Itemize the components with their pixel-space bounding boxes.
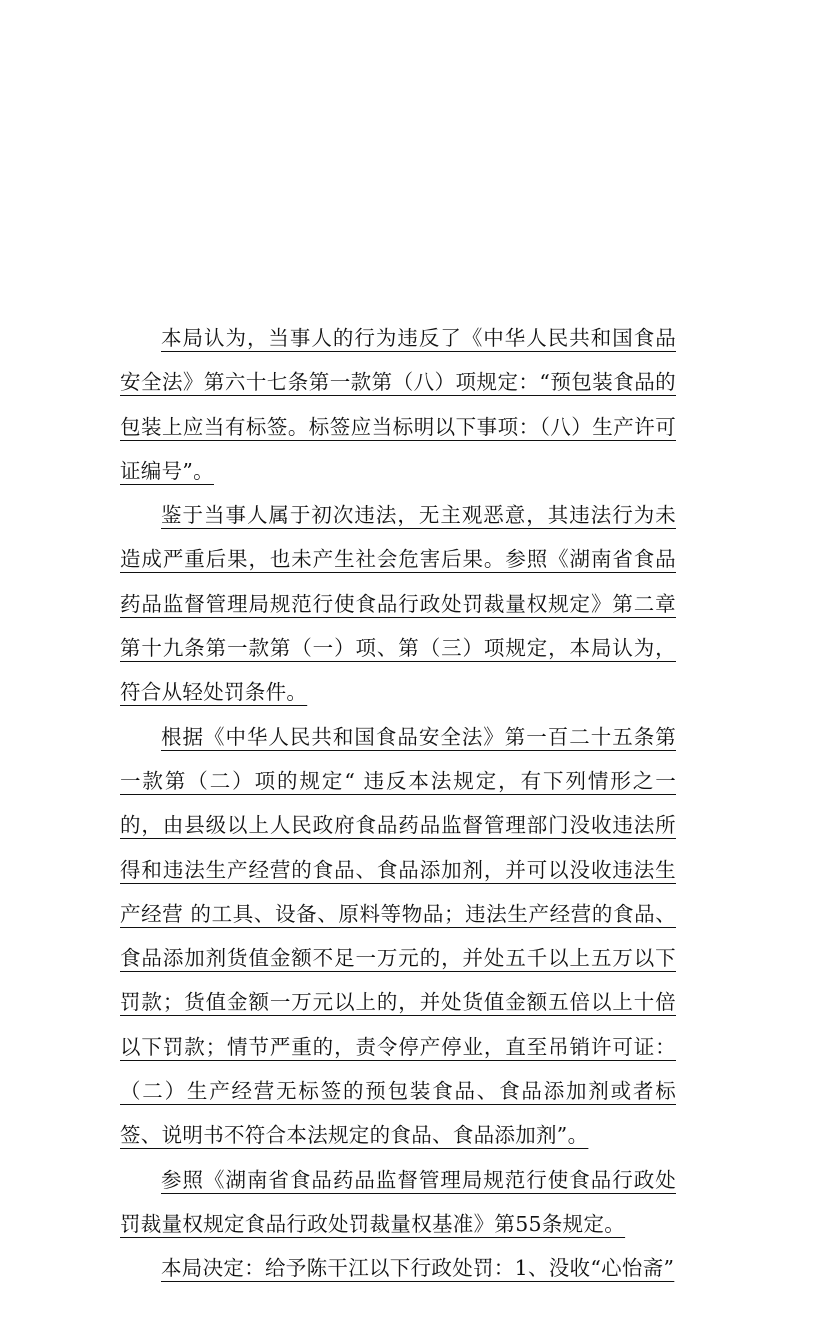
- document-body: [120, 316, 676, 1291]
- paragraph-decision: [120, 1246, 676, 1290]
- paragraph-discretion-standard: [120, 1158, 676, 1247]
- paragraph-text: 参照《湖南省食品药品监督管理局规范行使食品行政处罚裁量权规定食品行政处罚裁量权基准》第55条规定。: [120, 1167, 676, 1236]
- paragraph-text: 本局决定：给予陈干江以下行政处罚：1、没收“心怡斋”: [161, 1256, 675, 1281]
- paragraph-text: 根据《中华人民共和国食品安全法》第一百二十五条第一款第（二）项的规定“ 违反本法规定，有下列情形之一的，由县级以上人民政府食品药品监督管理部门没收违法所得和违法生产经营的食品、食品添加剂，并可以没收违法生产经营 的工具、设备、原料等物品；违法生产经营的食品、食品添加剂货值金额不足一万元的，并处五千以上五万以下罚款；货值金额一万元以上的，并处货值金额五倍以上十倍以下罚款；情节严重的，责令停产停业，直至吊销许可证：（二）生产经营无标签的预包装食品、食品添加剂或者标签、说明书不符合本法规定的食品、食品添加剂”。: [120, 724, 676, 1148]
- paragraph-text: 鉴于当事人属于初次违法，无主观恶意，其违法行为未造成严重后果，也未产生社会危害后果。参照《湖南省食品药品监督管理局规范行使食品行政处罚裁量权规定》第二章第十九条第一款第（一）项、第（三）项规定，本局认为，符合从轻处罚条件。: [120, 503, 676, 705]
- paragraph-text: 本局认为，当事人的行为违反了《中华人民共和国食品安全法》第六十七条第一款第（八）项规定：“预包装食品的包装上应当有标签。标签应当标明以下事项：（八）生产许可证编号”。: [120, 326, 676, 483]
- paragraph-mitigating-circumstances: [120, 493, 676, 714]
- paragraph-violation-finding: [120, 316, 676, 493]
- paragraph-legal-basis: [120, 715, 676, 1158]
